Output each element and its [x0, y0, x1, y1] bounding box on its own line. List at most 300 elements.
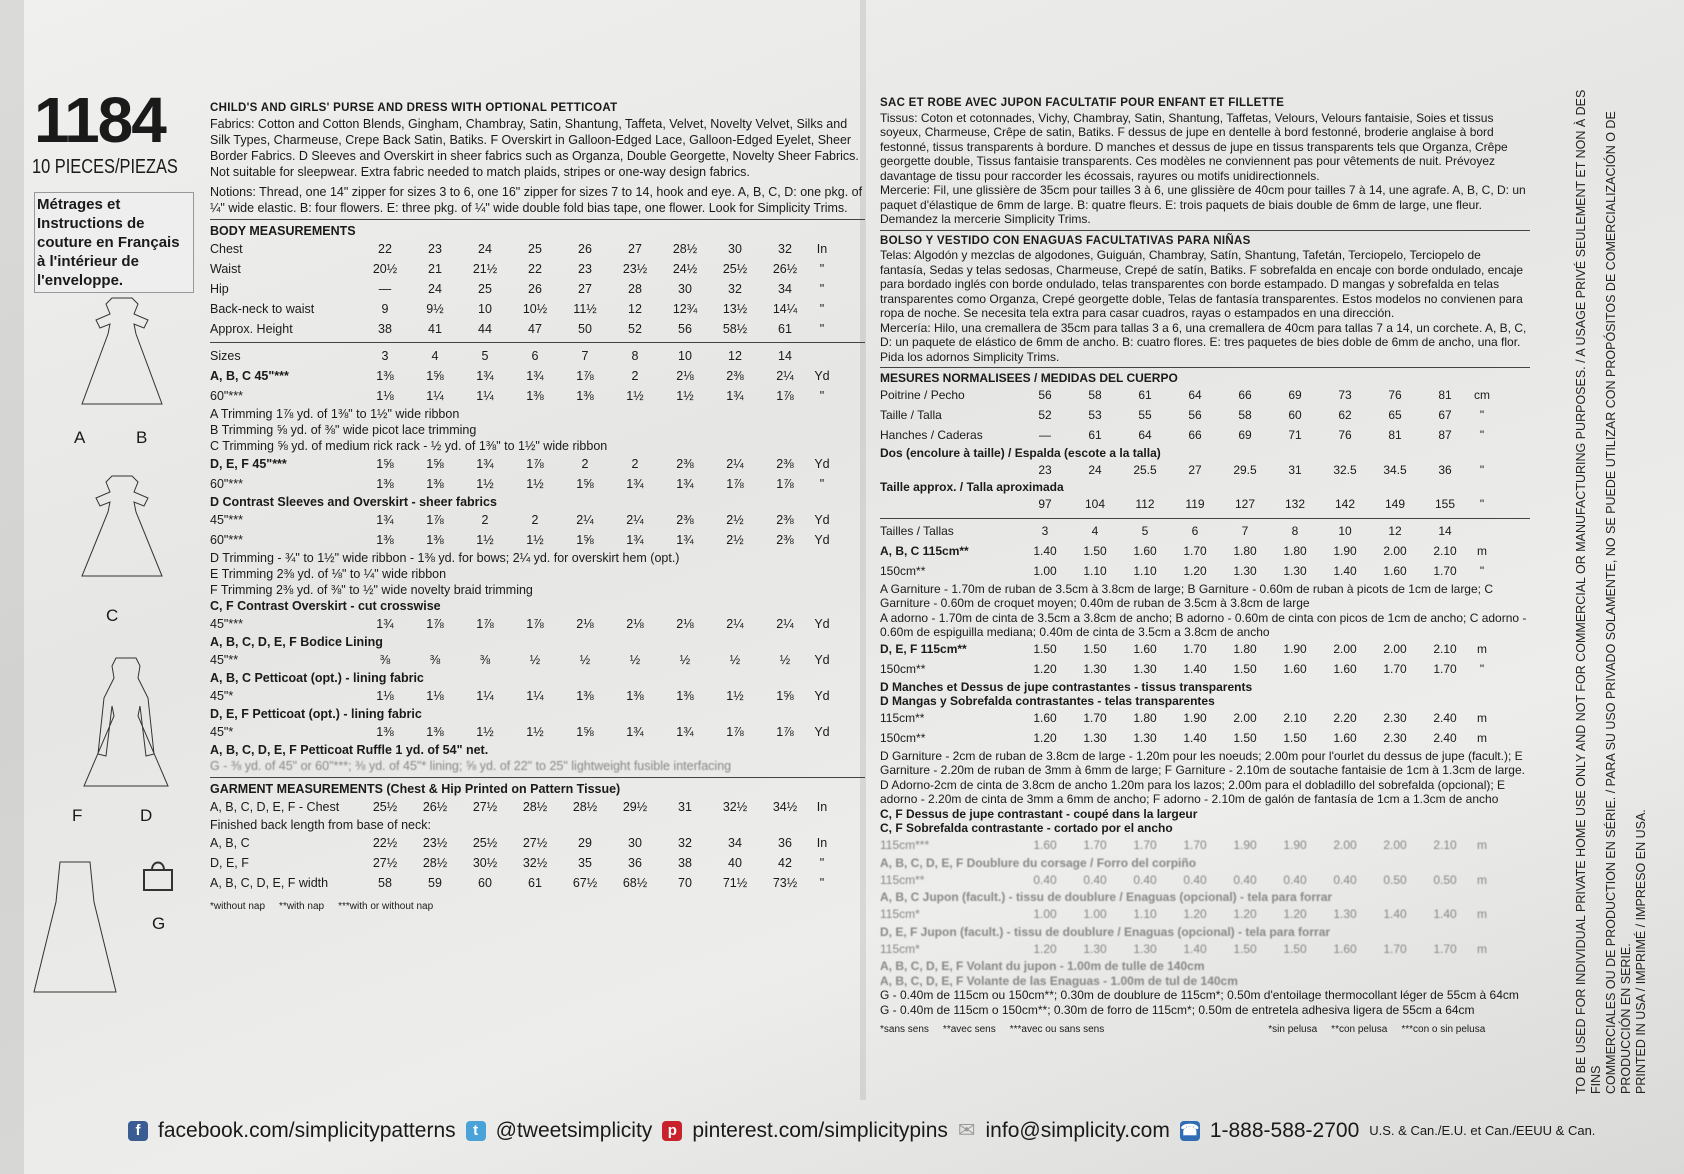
table-cell: 76: [1388, 388, 1402, 403]
table-cell: 27½: [522, 836, 548, 850]
table-cell: 1.60: [1333, 662, 1357, 677]
table-cell: 5: [481, 349, 489, 363]
petticoat-figure-icon: [30, 852, 120, 1002]
table-cell: 14: [1438, 524, 1452, 539]
unit-cell: m: [1477, 544, 1487, 559]
table-cell: 2.10: [1433, 544, 1457, 559]
table-cell: 1¾: [626, 477, 644, 491]
table-cell: ⅜: [379, 653, 391, 667]
table-cell: 1.10: [1133, 564, 1157, 579]
unit-cell: ": [819, 389, 825, 403]
table-cell: 2.30: [1383, 731, 1407, 746]
table-cell: 1.40: [1183, 941, 1207, 956]
table-cell: 104: [1084, 497, 1106, 512]
table-cell: 32½: [722, 800, 748, 814]
table-cell: 1.90: [1283, 642, 1307, 657]
french-notions: Mercerie: Fil, une glissière de 35cm pour tailles 3 à 6, une glissière de 40cm pour tailles 7 à 14, une agrafe. A, B, C, D: un paquet d'élastique de 6mm de large. B: quatre fleurs. E: trois paquets de biais double de 6mm de large, une fleur. Demandez la mercerie Simplicity Trims.: [880, 183, 1526, 226]
table-cell: 8: [1291, 524, 1299, 539]
spanish-fabrics: Telas: Algodón y mezclas de algodones, Guiguán, Chambray, Satín, Shantung, Tafetán, Terciopelo, Terciopelo de fantasía, Sedas y telas sedosas, Charmeuse, Crepé de satín, Batiks. F sobrefalda en encaje con borde ondulado, encaje para bordado inglés con borde ondulado, telas transparentes con borde estampado. D mangas y sobrefalda en telas transparentes como Organza, Crepé georgette doble, Telas de fantasía transparentes. Estos modelos no convienen para ropa de noche. Se necesita tela extra para casar cuadros, rayas o estampados en una dirección.: [880, 248, 1524, 320]
row-label: 45"**: [210, 653, 239, 667]
table-cell: 1.80: [1133, 711, 1157, 726]
unit-cell: ": [1479, 564, 1485, 579]
table-cell: 26: [528, 282, 542, 296]
table-cell: 44: [478, 322, 492, 336]
table-cell: 1¾: [676, 477, 694, 491]
table-cell: 1⅞: [576, 369, 594, 383]
row-label: 115cm**: [880, 711, 925, 726]
table-cell: 64: [1188, 388, 1202, 403]
table-cell: 36: [778, 836, 792, 850]
table-cell: 67½: [572, 876, 598, 890]
table-cell: 28½: [672, 242, 698, 256]
table-cell: 1.60: [1033, 711, 1057, 726]
table-note: D Garniture - 2cm de ruban de 3.8cm de large - 1.20m pour les noeuds; 2.00m pour l'ourlet du dessus de jupe (facult.); E Garniture - 2.20m de ruban de 3mm à 6mm de large; F Garniture - 2.10m de soutache fantaisie de 1cm à 1.3cm de large. D Adorno-2cm de cinta de 3.8cm de ancho 1.20m para los lazos; 2.00m para el dobladillo del sobrefalda (opcional); E adorno - 2.20m de cinta de 3mm a 6mm de ancho; F adorno - 2.10m de galón de fantasía de 1cm a 1.3cm de ancho: [880, 748, 1525, 806]
table-cell: 56: [678, 322, 692, 336]
table-cell: 1.20: [1183, 907, 1207, 922]
table-cell: 1.40: [1383, 907, 1407, 922]
table-cell: ½: [729, 653, 741, 667]
table-cell: 1⅜: [426, 477, 444, 491]
table-cell: 23: [428, 242, 442, 256]
table-cell: 2¼: [726, 617, 744, 631]
table-cell: 2⅜: [776, 533, 794, 547]
table-cell: 1.70: [1083, 838, 1107, 853]
table-cell: 21: [428, 262, 442, 276]
table-cell: 2¼: [776, 617, 794, 631]
twitter-link[interactable]: @tweetsimplicity: [495, 1118, 653, 1142]
figure-label-a: A: [74, 428, 86, 447]
table-note: A, B, C, D, E, F Bodice Lining: [210, 635, 383, 649]
table-cell: 1⅞: [776, 477, 794, 491]
dress-figure-c-icon: [72, 470, 172, 590]
table-cell: 1⅞: [776, 725, 794, 739]
table-cell: 25½: [372, 800, 398, 814]
table-cell: 12¾: [672, 302, 698, 316]
crease: [0, 0, 24, 1174]
unit-cell: m: [1477, 731, 1487, 746]
english-column: [210, 100, 865, 915]
table-cell: 1⅝: [776, 689, 794, 703]
facebook-icon: f: [128, 1121, 148, 1141]
table-cell: 8: [631, 349, 639, 363]
table-cell: 1⅜: [576, 689, 594, 703]
table-cell: 22: [528, 262, 542, 276]
table-cell: 1.30: [1333, 907, 1357, 922]
table-cell: 2⅜: [676, 457, 694, 471]
table-cell: 9½: [426, 302, 444, 316]
table-cell: 0.40: [1333, 872, 1357, 887]
email-link[interactable]: info@simplicity.com: [985, 1118, 1170, 1142]
table-cell: 2⅛: [576, 617, 594, 631]
table-row: [210, 279, 865, 299]
table-cell: 119: [1185, 497, 1205, 512]
table-cell: 36: [1438, 462, 1452, 477]
table-cell: 41: [428, 322, 442, 336]
row-label: 60"***: [210, 533, 243, 547]
french-note: Métrages et Instructions de couture en Français à l'intérieur de l'enveloppe.: [34, 192, 194, 293]
table-cell: 61: [1138, 388, 1152, 403]
table-cell: 2: [581, 457, 589, 471]
table-cell: 1½: [476, 533, 494, 547]
table-cell: 1⅜: [376, 369, 394, 383]
table-cell: 50: [578, 322, 592, 336]
table-cell: 1⅛: [376, 389, 394, 403]
unit-cell: m: [1477, 711, 1487, 726]
table-cell: 60: [478, 876, 492, 890]
table-cell: 34½: [772, 800, 798, 814]
table-cell: 25½: [722, 262, 748, 276]
table-cell: 1.60: [1333, 731, 1357, 746]
table-cell: 23: [578, 262, 592, 276]
table-row: [210, 530, 865, 550]
table-cell: 1¾: [626, 725, 644, 739]
table-note: A adorno - 1.70m de cinta de 3.5cm a 3.8cm de ancho; B adorno - 0.60m de cinta con picos de 1cm de ancho; C adorno - 0.60m de espiguilla mediana; 0.40m de cinta de 3.5cm a 3.8cm de ancho: [880, 610, 1527, 639]
unit-cell: ": [819, 282, 825, 296]
table-cell: 73: [1338, 388, 1352, 403]
table-cell: 149: [1384, 497, 1406, 512]
row-label: Hanches / Caderas: [880, 428, 983, 443]
table-row: [210, 454, 865, 474]
metric-heading: MESURES NORMALISEES / MEDIDAS DEL CUERPO: [880, 371, 1178, 385]
table-cell: 23½: [622, 262, 648, 276]
table-cell: 1.70: [1433, 564, 1457, 579]
row-label: D, E, F: [210, 856, 249, 870]
table-cell: 1½: [476, 477, 494, 491]
table-row: [880, 709, 1530, 729]
table-cell: 1¾: [476, 457, 494, 471]
row-label: 115cm*: [880, 941, 920, 956]
row-label: Poitrine / Pecho: [880, 388, 965, 403]
table-cell: 1.20: [1283, 907, 1307, 922]
table-cell: 1¼: [476, 689, 494, 703]
table-cell: 23: [1038, 462, 1052, 477]
unit-cell: Yd: [814, 653, 830, 667]
table-cell: 2⅜: [776, 457, 794, 471]
table-cell: ½: [529, 653, 541, 667]
table-row: [210, 299, 865, 319]
row-label: Approx. Height: [210, 322, 293, 336]
row-label: 115cm**: [880, 872, 925, 887]
table-cell: 2.40: [1433, 711, 1457, 726]
pinterest-icon: p: [662, 1121, 682, 1141]
facebook-link[interactable]: facebook.com/simplicitypatterns: [158, 1118, 456, 1142]
table-note: E Trimming 2⅜ yd. of ⅛" to ¼" wide ribbon: [210, 567, 447, 581]
table-row: [210, 853, 865, 873]
table-cell: 1.00: [1033, 564, 1057, 579]
table-cell: 1⅞: [776, 389, 794, 403]
table-cell: 1.30: [1133, 941, 1157, 956]
table-row: [880, 460, 1530, 480]
table-cell: 1.70: [1433, 662, 1457, 677]
table-cell: ½: [779, 653, 791, 667]
table-cell: 1.30: [1083, 941, 1107, 956]
table-note: A, B, C, D, E, F Doublure du corsage / Forro del corpiño: [880, 855, 1197, 870]
table-cell: 1.70: [1183, 544, 1207, 559]
table-row: [880, 939, 1530, 959]
unit-cell: m: [1477, 872, 1487, 887]
table-cell: 1¼: [526, 689, 544, 703]
row-label: A, B, C: [210, 836, 250, 850]
table-cell: 1.60: [1333, 941, 1357, 956]
table-cell: 1.30: [1133, 662, 1157, 677]
garment-heading: GARMENT MEASUREMENTS (Chest & Hip Printed on Pattern Tissue): [210, 782, 621, 796]
table-cell: 2⅜: [676, 513, 694, 527]
table-cell: 28½: [522, 800, 548, 814]
table-cell: 61: [1088, 428, 1102, 443]
table-cell: 32.5: [1333, 462, 1357, 477]
table-note: C Trimming ⅝ yd. of medium rick rack - ½ yd. of 1⅜" to 1½" wide ribbon: [210, 439, 608, 453]
table-row: [210, 386, 865, 406]
footer: [128, 1118, 1595, 1143]
table-cell: 2.40: [1433, 731, 1457, 746]
table-cell: 1¾: [676, 533, 694, 547]
row-label: 150cm**: [880, 731, 926, 746]
row-label: 60"***: [210, 477, 243, 491]
table-cell: 27½: [372, 856, 398, 870]
unit-cell: ": [819, 477, 825, 491]
pinterest-link[interactable]: pinterest.com/simplicitypins: [692, 1118, 948, 1142]
table-cell: ½: [679, 653, 691, 667]
table-cell: 60: [1288, 408, 1302, 423]
row-label: A, B, C 115cm**: [880, 544, 969, 559]
row-label: A, B, C, D, E, F - Chest: [210, 800, 340, 814]
table-cell: 0.50: [1433, 872, 1457, 887]
table-row: [210, 366, 865, 386]
table-cell: 1.30: [1133, 731, 1157, 746]
table-cell: 1.80: [1283, 544, 1307, 559]
table-note: D Manches et Dessus de jupe contrastantes - tissus transparents: [880, 679, 1253, 694]
table-cell: 1⅜: [626, 689, 644, 703]
table-cell: 70: [678, 876, 692, 890]
unit-cell: ": [1479, 408, 1485, 423]
table-note: D, E, F Petticoat (opt.) - lining fabric: [210, 707, 422, 721]
unit-cell: In: [816, 242, 828, 256]
table-row: [880, 495, 1530, 515]
table-note: G - ⅜ yd. of 45" or 60"***; ⅜ yd. of 45"* lining; ⅝ yd. of 22" to 25" lightweight fusible interfacing: [210, 759, 732, 773]
table-cell: ⅜: [429, 653, 441, 667]
table-row: [880, 640, 1530, 660]
table-note: C, F Dessus de jupe contrastant - coupé dans la largeur: [880, 806, 1198, 821]
table-row: [880, 406, 1530, 426]
table-cell: 28½: [422, 856, 448, 870]
table-note: A Trimming 1⅞ yd. of 1⅜" to 1½" wide ribbon: [210, 407, 460, 421]
table-cell: 31: [1288, 462, 1302, 477]
table-row: [210, 510, 865, 530]
table-cell: 1.80: [1233, 544, 1257, 559]
table-cell: 1.70: [1083, 711, 1107, 726]
table-cell: 29: [578, 836, 592, 850]
mail-icon: ✉: [957, 1119, 976, 1142]
table-cell: 1.70: [1383, 941, 1407, 956]
table-note: F Trimming 2⅜ yd. of ⅜" to ½" wide novelty braid trimming: [210, 583, 533, 597]
unit-cell: m: [1477, 838, 1487, 853]
table-row: [210, 686, 865, 706]
table-cell: 1½: [676, 389, 694, 403]
table-row: [210, 797, 865, 817]
table-note: A Garniture - 1.70m de ruban de 3.5cm à 3.8cm de large; B Garniture - 0.60m de ruban à picots de 1cm de large; C Garniture - 0.60m de croquet moyen; 0.40m de ruban de 3.5cm à 3.8cm de large: [880, 581, 1493, 610]
table-cell: 26½: [772, 262, 798, 276]
table-cell: 23½: [422, 836, 448, 850]
phone-icon: ☎: [1180, 1121, 1200, 1139]
table-cell: 2⅛: [626, 617, 644, 631]
table-row: [210, 833, 865, 853]
table-cell: 1⅝: [576, 725, 594, 739]
table-cell: ⅜: [479, 653, 491, 667]
table-cell: 1¼: [476, 389, 494, 403]
table-cell: 1.70: [1183, 642, 1207, 657]
table-cell: 87: [1438, 428, 1452, 443]
table-cell: 0.40: [1083, 872, 1107, 887]
table-cell: 10: [678, 349, 692, 363]
table-cell: 27: [1188, 462, 1202, 477]
table-note: A, B, C Jupon (facult.) - tissu de doublure / Enaguas (opcional) - tela para forrar: [880, 890, 1333, 904]
figure-label-c: C: [106, 606, 119, 625]
table-cell: 32½: [522, 856, 548, 870]
table-cell: 12: [628, 302, 642, 316]
table-cell: 1¾: [376, 513, 394, 527]
table-cell: 61: [528, 876, 542, 890]
table-cell: 24: [478, 242, 492, 256]
unit-cell: Yd: [814, 457, 830, 471]
row-label: 45"*: [210, 689, 234, 703]
table-cell: 0.40: [1233, 872, 1257, 887]
table-cell: 2.30: [1383, 711, 1407, 726]
row-label: 150cm**: [880, 564, 926, 579]
table-cell: 1¾: [676, 725, 694, 739]
table-cell: 2.10: [1433, 838, 1457, 853]
table-cell: 25.5: [1133, 462, 1157, 477]
table-cell: 1.50: [1233, 941, 1257, 956]
table-cell: 1⅞: [726, 477, 744, 491]
table-cell: 20½: [372, 262, 398, 276]
table-row: [210, 319, 865, 339]
table-cell: 14: [778, 349, 792, 363]
table-cell: 71½: [722, 876, 748, 890]
table-cell: 2.00: [1383, 838, 1407, 853]
table-cell: 36: [628, 856, 642, 870]
table-row: [880, 522, 1530, 542]
spanish-title: BOLSO Y VESTIDO CON ENAGUAS FACULTATIVAS PARA NIÑAS: [880, 234, 1251, 247]
table-cell: 1.60: [1133, 642, 1157, 657]
table-cell: 2: [531, 513, 539, 527]
table-note: C, F Contrast Overskirt - cut crosswise: [210, 599, 441, 613]
table-cell: 1.40: [1183, 731, 1207, 746]
table-cell: 1½: [526, 477, 544, 491]
table-cell: 1¾: [376, 617, 394, 631]
table-row: [210, 722, 865, 742]
table-cell: 30: [728, 242, 742, 256]
table-cell: 26½: [422, 800, 448, 814]
unit-cell: Yd: [814, 533, 830, 547]
table-cell: 1.30: [1233, 564, 1257, 579]
table-cell: 2.00: [1333, 642, 1357, 657]
row-label: Sizes: [210, 349, 241, 363]
table-cell: 1.50: [1283, 731, 1307, 746]
table-cell: 2.00: [1233, 711, 1257, 726]
table-cell: 28: [628, 282, 642, 296]
table-cell: 3: [381, 349, 389, 363]
table-cell: 2⅛: [676, 617, 694, 631]
table-row: [880, 905, 1530, 925]
row-label: 45"***: [210, 617, 243, 631]
table-cell: 1⅝: [576, 477, 594, 491]
table-cell: 1⅞: [526, 457, 544, 471]
english-notions: Notions: Thread, one 14" zipper for sizes 3 to 6, one 16" zipper for sizes 7 to 14, hook and eye. A, B, C, D: one pkg. of ¼" wide elastic. B: four flowers. E: three pkg. of ¼" wide double fold bias tape, one flower. Look for Simplicity Trims.: [210, 185, 863, 215]
table-note: C, F Sobrefalda contrastante - cortado por el ancho: [880, 821, 1173, 835]
table-row: [880, 836, 1530, 856]
table-cell: 1½: [526, 725, 544, 739]
table-cell: 6: [1191, 524, 1199, 539]
table-cell: 1.50: [1233, 662, 1257, 677]
table-cell: 27: [628, 242, 642, 256]
table-cell: 2: [481, 513, 489, 527]
table-cell: 1.20: [1033, 731, 1057, 746]
table-cell: 1⅜: [376, 725, 394, 739]
row-label: Chest: [210, 242, 243, 256]
table-cell: 2: [631, 457, 639, 471]
table-cell: 1.90: [1333, 544, 1357, 559]
table-cell: 38: [378, 322, 392, 336]
table-note: G - 0.40m de 115cm ou 150cm**; 0.30m de doublure de 115cm*; 0.50m d'entoilage thermocollant léger de 55cm à 64cm: [880, 988, 1519, 1002]
table-cell: 1.50: [1033, 642, 1057, 657]
english-notes: *without nap **with nap ***with or without nap: [210, 901, 434, 912]
table-row: [210, 474, 865, 494]
phone-number: 1-888-588-2700: [1209, 1118, 1360, 1142]
table-cell: 12: [1388, 524, 1402, 539]
row-label: Waist: [210, 262, 241, 276]
figure-label-f: F: [72, 806, 83, 825]
english-fabrics: Fabrics: Cotton and Cotton Blends, Gingham, Chambray, Satin, Shantung, Taffeta, Velvet, Novelty Velvet, Silks and Silk Types, Charmeuse, Crepe Back Satin, Batiks. F Overskirt in Galloon-Edged Lace, Galloon-Edged Eyelet, Sheer Border Fabrics. D Sleeves and Overskirt in sheer fabrics such as Organza, Double Georgette, Novelty Sheer Fabrics. Not suitable for sleepwear. Extra fabric needed to match plaids, stripes or one-way design fabrics.: [210, 117, 859, 179]
table-cell: 76: [1338, 428, 1352, 443]
table-cell: 1⅜: [376, 533, 394, 547]
table-cell: 1.00: [1083, 907, 1107, 922]
table-cell: 1.70: [1433, 941, 1457, 956]
table-cell: 34: [728, 836, 742, 850]
table-cell: 1.30: [1083, 662, 1107, 677]
table-cell: 62: [1338, 408, 1352, 423]
table-cell: 73½: [772, 876, 798, 890]
table-cell: 31: [678, 800, 692, 814]
table-cell: 2½: [726, 513, 744, 527]
table-cell: 2.00: [1383, 642, 1407, 657]
table-cell: 1⅝: [426, 369, 444, 383]
twitter-icon: t: [466, 1121, 486, 1141]
table-cell: 1.10: [1083, 564, 1107, 579]
table-cell: 30: [678, 282, 692, 296]
table-cell: 0.40: [1133, 872, 1157, 887]
unit-cell: m: [1477, 907, 1487, 922]
table-cell: 1⅛: [376, 689, 394, 703]
table-cell: 1.90: [1233, 838, 1257, 853]
table-cell: 1.40: [1333, 564, 1357, 579]
unit-cell: m: [1477, 941, 1487, 956]
table-cell: 24: [1088, 462, 1102, 477]
row-label: A, B, C, D, E, F width: [210, 876, 329, 890]
unit-cell: ": [1479, 662, 1485, 677]
dress-figure-ab-icon: [72, 290, 172, 420]
table-cell: 1.20: [1183, 564, 1207, 579]
table-row: [880, 562, 1530, 582]
table-row: [880, 870, 1530, 890]
table-cell: 58: [378, 876, 392, 890]
table-cell: ½: [579, 653, 591, 667]
table-note: D, E, F Jupon (facult.) - tissu de doublure / Enaguas (opcional) - tela para forrar: [880, 924, 1331, 939]
table-cell: 12: [728, 349, 742, 363]
table-cell: 52: [1038, 408, 1052, 423]
table-cell: 10: [478, 302, 492, 316]
table-cell: 1.50: [1083, 642, 1107, 657]
table-cell: 22: [378, 242, 392, 256]
